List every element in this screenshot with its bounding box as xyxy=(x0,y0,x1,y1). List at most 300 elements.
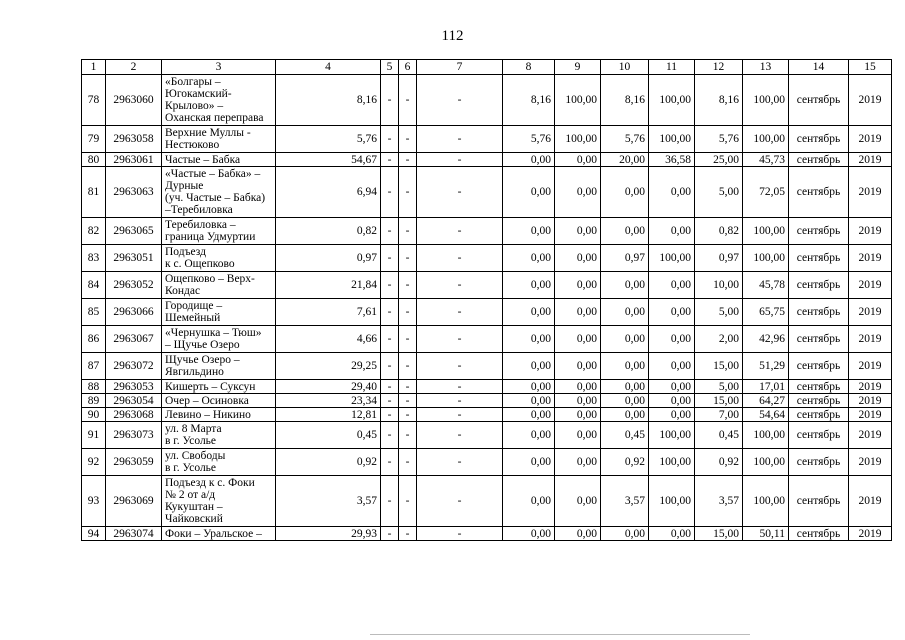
table-row xyxy=(82,394,892,408)
cell-c7: - xyxy=(417,245,503,272)
road-name-cell xyxy=(162,422,276,449)
road-name-cell xyxy=(162,408,276,422)
table-row xyxy=(82,167,892,218)
cell-c13: 64,27 xyxy=(743,394,789,408)
cell-c7: - xyxy=(417,126,503,153)
road-name-line: Югокамский- xyxy=(165,88,232,100)
cell-c4: 54,67 xyxy=(276,153,381,167)
cell-c4: 8,16 xyxy=(276,75,381,126)
cell-c11: 100,00 xyxy=(649,449,695,476)
cell-c5: - xyxy=(381,299,399,326)
cell-c12: 5,00 xyxy=(695,299,743,326)
cell-c5: - xyxy=(381,126,399,153)
cell-c6: - xyxy=(399,394,417,408)
road-name-line: Фоки – Уральское – xyxy=(165,527,262,540)
cell-c1: 87 xyxy=(82,353,106,380)
cell-c11: 0,00 xyxy=(649,218,695,245)
road-name-line: ул. Свободы xyxy=(165,450,226,462)
cell-c2: 2963069 xyxy=(106,476,162,527)
cell-c13: 54,64 xyxy=(743,408,789,422)
road-name-line: Подъезд к с. Фоки xyxy=(165,477,255,489)
cell-c5: - xyxy=(381,75,399,126)
cell-c14: сентябрь xyxy=(789,75,849,126)
cell-c10: 0,92 xyxy=(601,449,649,476)
cell-c8: 0,00 xyxy=(503,476,555,527)
table-row xyxy=(82,408,892,422)
cell-c15: 2019 xyxy=(849,422,892,449)
road-name-cell xyxy=(162,299,276,326)
cell-c15: 2019 xyxy=(849,380,892,394)
road-name-line: Городище – xyxy=(165,300,223,312)
cell-c1: 85 xyxy=(82,299,106,326)
cell-c10: 3,57 xyxy=(601,476,649,527)
cell-c9: 0,00 xyxy=(555,167,601,218)
road-name-line: Кукуштан – xyxy=(165,501,223,513)
road-name-line: Чайковский xyxy=(165,513,223,525)
cell-c13: 100,00 xyxy=(743,75,789,126)
cell-c9: 0,00 xyxy=(555,408,601,422)
road-name-line: «Частые – Бабка» – xyxy=(165,168,261,180)
road-name-cell xyxy=(162,476,276,527)
cell-c1: 82 xyxy=(82,218,106,245)
cell-c7: - xyxy=(417,299,503,326)
column-header-3: 3 xyxy=(162,60,276,75)
cell-c10: 0,00 xyxy=(601,380,649,394)
cell-c15: 2019 xyxy=(849,527,892,541)
cell-c6: - xyxy=(399,476,417,527)
cell-c14: сентябрь xyxy=(789,153,849,167)
road-name-cell xyxy=(162,245,276,272)
cell-c11: 0,00 xyxy=(649,326,695,353)
cell-c14: сентябрь xyxy=(789,380,849,394)
cell-c9: 100,00 xyxy=(555,126,601,153)
cell-c15: 2019 xyxy=(849,218,892,245)
cell-c6: - xyxy=(399,218,417,245)
cell-c8: 0,00 xyxy=(503,449,555,476)
cell-c8: 0,00 xyxy=(503,299,555,326)
column-header-14: 14 xyxy=(789,60,849,75)
cell-c5: - xyxy=(381,380,399,394)
cell-c5: - xyxy=(381,422,399,449)
cell-c1: 79 xyxy=(82,126,106,153)
road-name-cell xyxy=(162,75,276,126)
cell-c6: - xyxy=(399,299,417,326)
cell-c9: 0,00 xyxy=(555,218,601,245)
cell-c7: - xyxy=(417,272,503,299)
cell-c13: 17,01 xyxy=(743,380,789,394)
road-name-cell xyxy=(162,449,276,476)
cell-c8: 5,76 xyxy=(503,126,555,153)
cell-c14: сентябрь xyxy=(789,449,849,476)
cell-c11: 100,00 xyxy=(649,126,695,153)
cell-c12: 0,92 xyxy=(695,449,743,476)
road-name-line: Очер – Осиновка xyxy=(165,394,249,407)
cell-c6: - xyxy=(399,380,417,394)
cell-c10: 0,00 xyxy=(601,394,649,408)
cell-c14: сентябрь xyxy=(789,272,849,299)
cell-c7: - xyxy=(417,449,503,476)
cell-c13: 45,73 xyxy=(743,153,789,167)
cell-c2: 2963061 xyxy=(106,153,162,167)
cell-c2: 2963073 xyxy=(106,422,162,449)
cell-c8: 0,00 xyxy=(503,272,555,299)
column-header-11: 11 xyxy=(649,60,695,75)
cell-c2: 2963060 xyxy=(106,75,162,126)
table-row xyxy=(82,272,892,299)
cell-c1: 93 xyxy=(82,476,106,527)
road-name-line: Дурные xyxy=(165,180,204,192)
cell-c5: - xyxy=(381,353,399,380)
column-header-8: 8 xyxy=(503,60,555,75)
cell-c2: 2963063 xyxy=(106,167,162,218)
cell-c9: 0,00 xyxy=(555,326,601,353)
road-name-line: –Теребиловка xyxy=(165,204,233,216)
cell-c5: - xyxy=(381,408,399,422)
cell-c1: 90 xyxy=(82,408,106,422)
cell-c6: - xyxy=(399,75,417,126)
cell-c9: 0,00 xyxy=(555,299,601,326)
cell-c14: сентябрь xyxy=(789,476,849,527)
cell-c7: - xyxy=(417,75,503,126)
road-name-line: в г. Усолье xyxy=(165,435,217,447)
cell-c4: 7,61 xyxy=(276,299,381,326)
cell-c11: 0,00 xyxy=(649,299,695,326)
cell-c10: 0,00 xyxy=(601,326,649,353)
cell-c10: 8,16 xyxy=(601,75,649,126)
cell-c2: 2963058 xyxy=(106,126,162,153)
road-name-line: Крылово» – xyxy=(165,100,224,112)
cell-c10: 0,00 xyxy=(601,527,649,541)
cell-c5: - xyxy=(381,218,399,245)
cell-c1: 84 xyxy=(82,272,106,299)
cell-c10: 0,97 xyxy=(601,245,649,272)
column-header-10: 10 xyxy=(601,60,649,75)
cell-c6: - xyxy=(399,353,417,380)
cell-c13: 65,75 xyxy=(743,299,789,326)
road-name-cell xyxy=(162,272,276,299)
cell-c9: 100,00 xyxy=(555,75,601,126)
cell-c11: 0,00 xyxy=(649,394,695,408)
cell-c13: 51,29 xyxy=(743,353,789,380)
cell-c14: сентябрь xyxy=(789,326,849,353)
road-name-line: № 2 от а/д xyxy=(165,489,216,501)
cell-c2: 2963065 xyxy=(106,218,162,245)
cell-c2: 2963059 xyxy=(106,449,162,476)
cell-c15: 2019 xyxy=(849,394,892,408)
cell-c14: сентябрь xyxy=(789,126,849,153)
cell-c9: 0,00 xyxy=(555,394,601,408)
data-table xyxy=(81,59,892,541)
cell-c15: 2019 xyxy=(849,153,892,167)
table-row xyxy=(82,527,892,541)
cell-c10: 0,00 xyxy=(601,272,649,299)
cell-c8: 8,16 xyxy=(503,75,555,126)
cell-c11: 0,00 xyxy=(649,353,695,380)
cell-c11: 100,00 xyxy=(649,245,695,272)
cell-c2: 2963066 xyxy=(106,299,162,326)
cell-c14: сентябрь xyxy=(789,167,849,218)
cell-c14: сентябрь xyxy=(789,245,849,272)
table-row xyxy=(82,326,892,353)
table-row xyxy=(82,245,892,272)
cell-c12: 5,76 xyxy=(695,126,743,153)
cell-c6: - xyxy=(399,326,417,353)
road-name-line: Щучье Озеро – xyxy=(165,354,240,366)
cell-c15: 2019 xyxy=(849,272,892,299)
cell-c5: - xyxy=(381,449,399,476)
cell-c7: - xyxy=(417,353,503,380)
cell-c1: 81 xyxy=(82,167,106,218)
cell-c5: - xyxy=(381,326,399,353)
cell-c12: 0,97 xyxy=(695,245,743,272)
cell-c9: 0,00 xyxy=(555,153,601,167)
cell-c6: - xyxy=(399,408,417,422)
cell-c11: 100,00 xyxy=(649,476,695,527)
cell-c2: 2963051 xyxy=(106,245,162,272)
road-name-line: Ощепково – Верх- xyxy=(165,273,255,285)
cell-c15: 2019 xyxy=(849,245,892,272)
cell-c8: 0,00 xyxy=(503,380,555,394)
road-name-line: Левино – Никино xyxy=(165,408,251,421)
cell-c9: 0,00 xyxy=(555,422,601,449)
cell-c11: 0,00 xyxy=(649,272,695,299)
cell-c5: - xyxy=(381,167,399,218)
cell-c12: 25,00 xyxy=(695,153,743,167)
road-name-line: (уч. Частые – Бабка) xyxy=(165,192,266,204)
road-name-line: Оханская переправа xyxy=(165,112,264,124)
cell-c10: 20,00 xyxy=(601,153,649,167)
cell-c14: сентябрь xyxy=(789,408,849,422)
road-name-line: «Болгары – xyxy=(165,76,221,88)
road-name-line: Явгильдино xyxy=(165,366,224,378)
cell-c12: 7,00 xyxy=(695,408,743,422)
cell-c12: 0,45 xyxy=(695,422,743,449)
road-name-cell xyxy=(162,126,276,153)
cell-c12: 0,82 xyxy=(695,218,743,245)
table-row xyxy=(82,299,892,326)
cell-c7: - xyxy=(417,153,503,167)
cell-c7: - xyxy=(417,408,503,422)
road-name-cell xyxy=(162,380,276,394)
cell-c4: 29,25 xyxy=(276,353,381,380)
cell-c15: 2019 xyxy=(849,167,892,218)
column-header-2: 2 xyxy=(106,60,162,75)
cell-c5: - xyxy=(381,245,399,272)
cell-c4: 12,81 xyxy=(276,408,381,422)
cell-c7: - xyxy=(417,527,503,541)
cell-c10: 0,00 xyxy=(601,408,649,422)
cell-c10: 0,00 xyxy=(601,299,649,326)
cell-c12: 10,00 xyxy=(695,272,743,299)
cell-c13: 100,00 xyxy=(743,126,789,153)
cell-c8: 0,00 xyxy=(503,422,555,449)
road-name-line: Кондас xyxy=(165,285,201,297)
table-row xyxy=(82,218,892,245)
cell-c4: 6,94 xyxy=(276,167,381,218)
cell-c8: 0,00 xyxy=(503,353,555,380)
cell-c12: 15,00 xyxy=(695,527,743,541)
cell-c10: 0,00 xyxy=(601,218,649,245)
cell-c6: - xyxy=(399,245,417,272)
cell-c13: 42,96 xyxy=(743,326,789,353)
cell-c13: 100,00 xyxy=(743,476,789,527)
cell-c2: 2963068 xyxy=(106,408,162,422)
column-header-9: 9 xyxy=(555,60,601,75)
cell-c4: 29,40 xyxy=(276,380,381,394)
cell-c6: - xyxy=(399,527,417,541)
cell-c1: 94 xyxy=(82,527,106,541)
cell-c8: 0,00 xyxy=(503,218,555,245)
cell-c15: 2019 xyxy=(849,326,892,353)
cell-c8: 0,00 xyxy=(503,527,555,541)
road-name-cell xyxy=(162,394,276,408)
cell-c2: 2963052 xyxy=(106,272,162,299)
cell-c14: сентябрь xyxy=(789,299,849,326)
cell-c11: 100,00 xyxy=(649,422,695,449)
cell-c2: 2963053 xyxy=(106,380,162,394)
cell-c6: - xyxy=(399,153,417,167)
cell-c15: 2019 xyxy=(849,476,892,527)
road-name-line: граница Удмуртии xyxy=(165,231,256,243)
cell-c4: 0,97 xyxy=(276,245,381,272)
cell-c13: 100,00 xyxy=(743,422,789,449)
cell-c15: 2019 xyxy=(849,299,892,326)
cell-c13: 45,78 xyxy=(743,272,789,299)
road-name-line: в г. Усолье xyxy=(165,462,217,474)
column-header-5: 5 xyxy=(381,60,399,75)
cell-c15: 2019 xyxy=(849,75,892,126)
cell-c2: 2963074 xyxy=(106,527,162,541)
cell-c11: 100,00 xyxy=(649,75,695,126)
cell-c11: 0,00 xyxy=(649,167,695,218)
cell-c5: - xyxy=(381,476,399,527)
column-header-1: 1 xyxy=(82,60,106,75)
cell-c15: 2019 xyxy=(849,449,892,476)
cell-c8: 0,00 xyxy=(503,167,555,218)
cell-c7: - xyxy=(417,394,503,408)
road-name-cell xyxy=(162,353,276,380)
cell-c6: - xyxy=(399,126,417,153)
road-name-line: Нестюково xyxy=(165,139,220,151)
road-name-line: Теребиловка – xyxy=(165,219,236,231)
column-header-6: 6 xyxy=(399,60,417,75)
cell-c12: 5,00 xyxy=(695,380,743,394)
cell-c10: 0,00 xyxy=(601,353,649,380)
cell-c14: сентябрь xyxy=(789,353,849,380)
cell-c10: 0,00 xyxy=(601,167,649,218)
road-name-line: Шемейный xyxy=(165,312,221,324)
cell-c14: сентябрь xyxy=(789,422,849,449)
column-header-12: 12 xyxy=(695,60,743,75)
table-row xyxy=(82,153,892,167)
road-name-line: Кишерть – Суксун xyxy=(165,380,256,393)
cell-c14: сентябрь xyxy=(789,394,849,408)
cell-c11: 36,58 xyxy=(649,153,695,167)
cell-c5: - xyxy=(381,153,399,167)
cell-c11: 0,00 xyxy=(649,408,695,422)
cell-c6: - xyxy=(399,449,417,476)
cell-c2: 2963054 xyxy=(106,394,162,408)
cell-c8: 0,00 xyxy=(503,245,555,272)
road-name-line: – Щучье Озеро xyxy=(165,339,240,351)
road-name-cell xyxy=(162,218,276,245)
cell-c1: 88 xyxy=(82,380,106,394)
cell-c10: 5,76 xyxy=(601,126,649,153)
cell-c1: 83 xyxy=(82,245,106,272)
page-number: 112 xyxy=(441,28,464,44)
cell-c1: 89 xyxy=(82,394,106,408)
cell-c4: 21,84 xyxy=(276,272,381,299)
cell-c9: 0,00 xyxy=(555,449,601,476)
cell-c12: 15,00 xyxy=(695,353,743,380)
cell-c13: 100,00 xyxy=(743,245,789,272)
road-name-line: Подъезд xyxy=(165,246,206,258)
cell-c4: 0,82 xyxy=(276,218,381,245)
header-row xyxy=(82,60,892,75)
cell-c15: 2019 xyxy=(849,408,892,422)
cell-c1: 78 xyxy=(82,75,106,126)
cell-c4: 5,76 xyxy=(276,126,381,153)
cell-c7: - xyxy=(417,380,503,394)
cell-c11: 0,00 xyxy=(649,380,695,394)
cell-c14: сентябрь xyxy=(789,527,849,541)
road-name-cell xyxy=(162,153,276,167)
footer-divider xyxy=(370,634,750,635)
cell-c4: 23,34 xyxy=(276,394,381,408)
table-row xyxy=(82,126,892,153)
cell-c13: 72,05 xyxy=(743,167,789,218)
cell-c8: 0,00 xyxy=(503,394,555,408)
cell-c13: 50,11 xyxy=(743,527,789,541)
cell-c9: 0,00 xyxy=(555,380,601,394)
table-row xyxy=(82,380,892,394)
cell-c1: 86 xyxy=(82,326,106,353)
cell-c1: 91 xyxy=(82,422,106,449)
cell-c4: 29,93 xyxy=(276,527,381,541)
cell-c13: 100,00 xyxy=(743,449,789,476)
cell-c12: 5,00 xyxy=(695,167,743,218)
cell-c7: - xyxy=(417,476,503,527)
cell-c15: 2019 xyxy=(849,126,892,153)
cell-c11: 0,00 xyxy=(649,527,695,541)
column-header-13: 13 xyxy=(743,60,789,75)
cell-c5: - xyxy=(381,394,399,408)
cell-c10: 0,45 xyxy=(601,422,649,449)
cell-c13: 100,00 xyxy=(743,218,789,245)
table-row xyxy=(82,353,892,380)
column-header-15: 15 xyxy=(849,60,892,75)
cell-c7: - xyxy=(417,422,503,449)
cell-c4: 4,66 xyxy=(276,326,381,353)
road-name-line: Верхние Муллы - xyxy=(165,127,251,139)
cell-c7: - xyxy=(417,218,503,245)
cell-c12: 8,16 xyxy=(695,75,743,126)
road-name-cell xyxy=(162,326,276,353)
column-header-4: 4 xyxy=(276,60,381,75)
cell-c5: - xyxy=(381,272,399,299)
table-row xyxy=(82,422,892,449)
table-row xyxy=(82,476,892,527)
cell-c4: 3,57 xyxy=(276,476,381,527)
cell-c2: 2963072 xyxy=(106,353,162,380)
cell-c5: - xyxy=(381,527,399,541)
cell-c1: 92 xyxy=(82,449,106,476)
road-name-line: Частые – Бабка xyxy=(165,153,241,166)
cell-c8: 0,00 xyxy=(503,408,555,422)
cell-c6: - xyxy=(399,422,417,449)
cell-c4: 0,92 xyxy=(276,449,381,476)
cell-c1: 80 xyxy=(82,153,106,167)
